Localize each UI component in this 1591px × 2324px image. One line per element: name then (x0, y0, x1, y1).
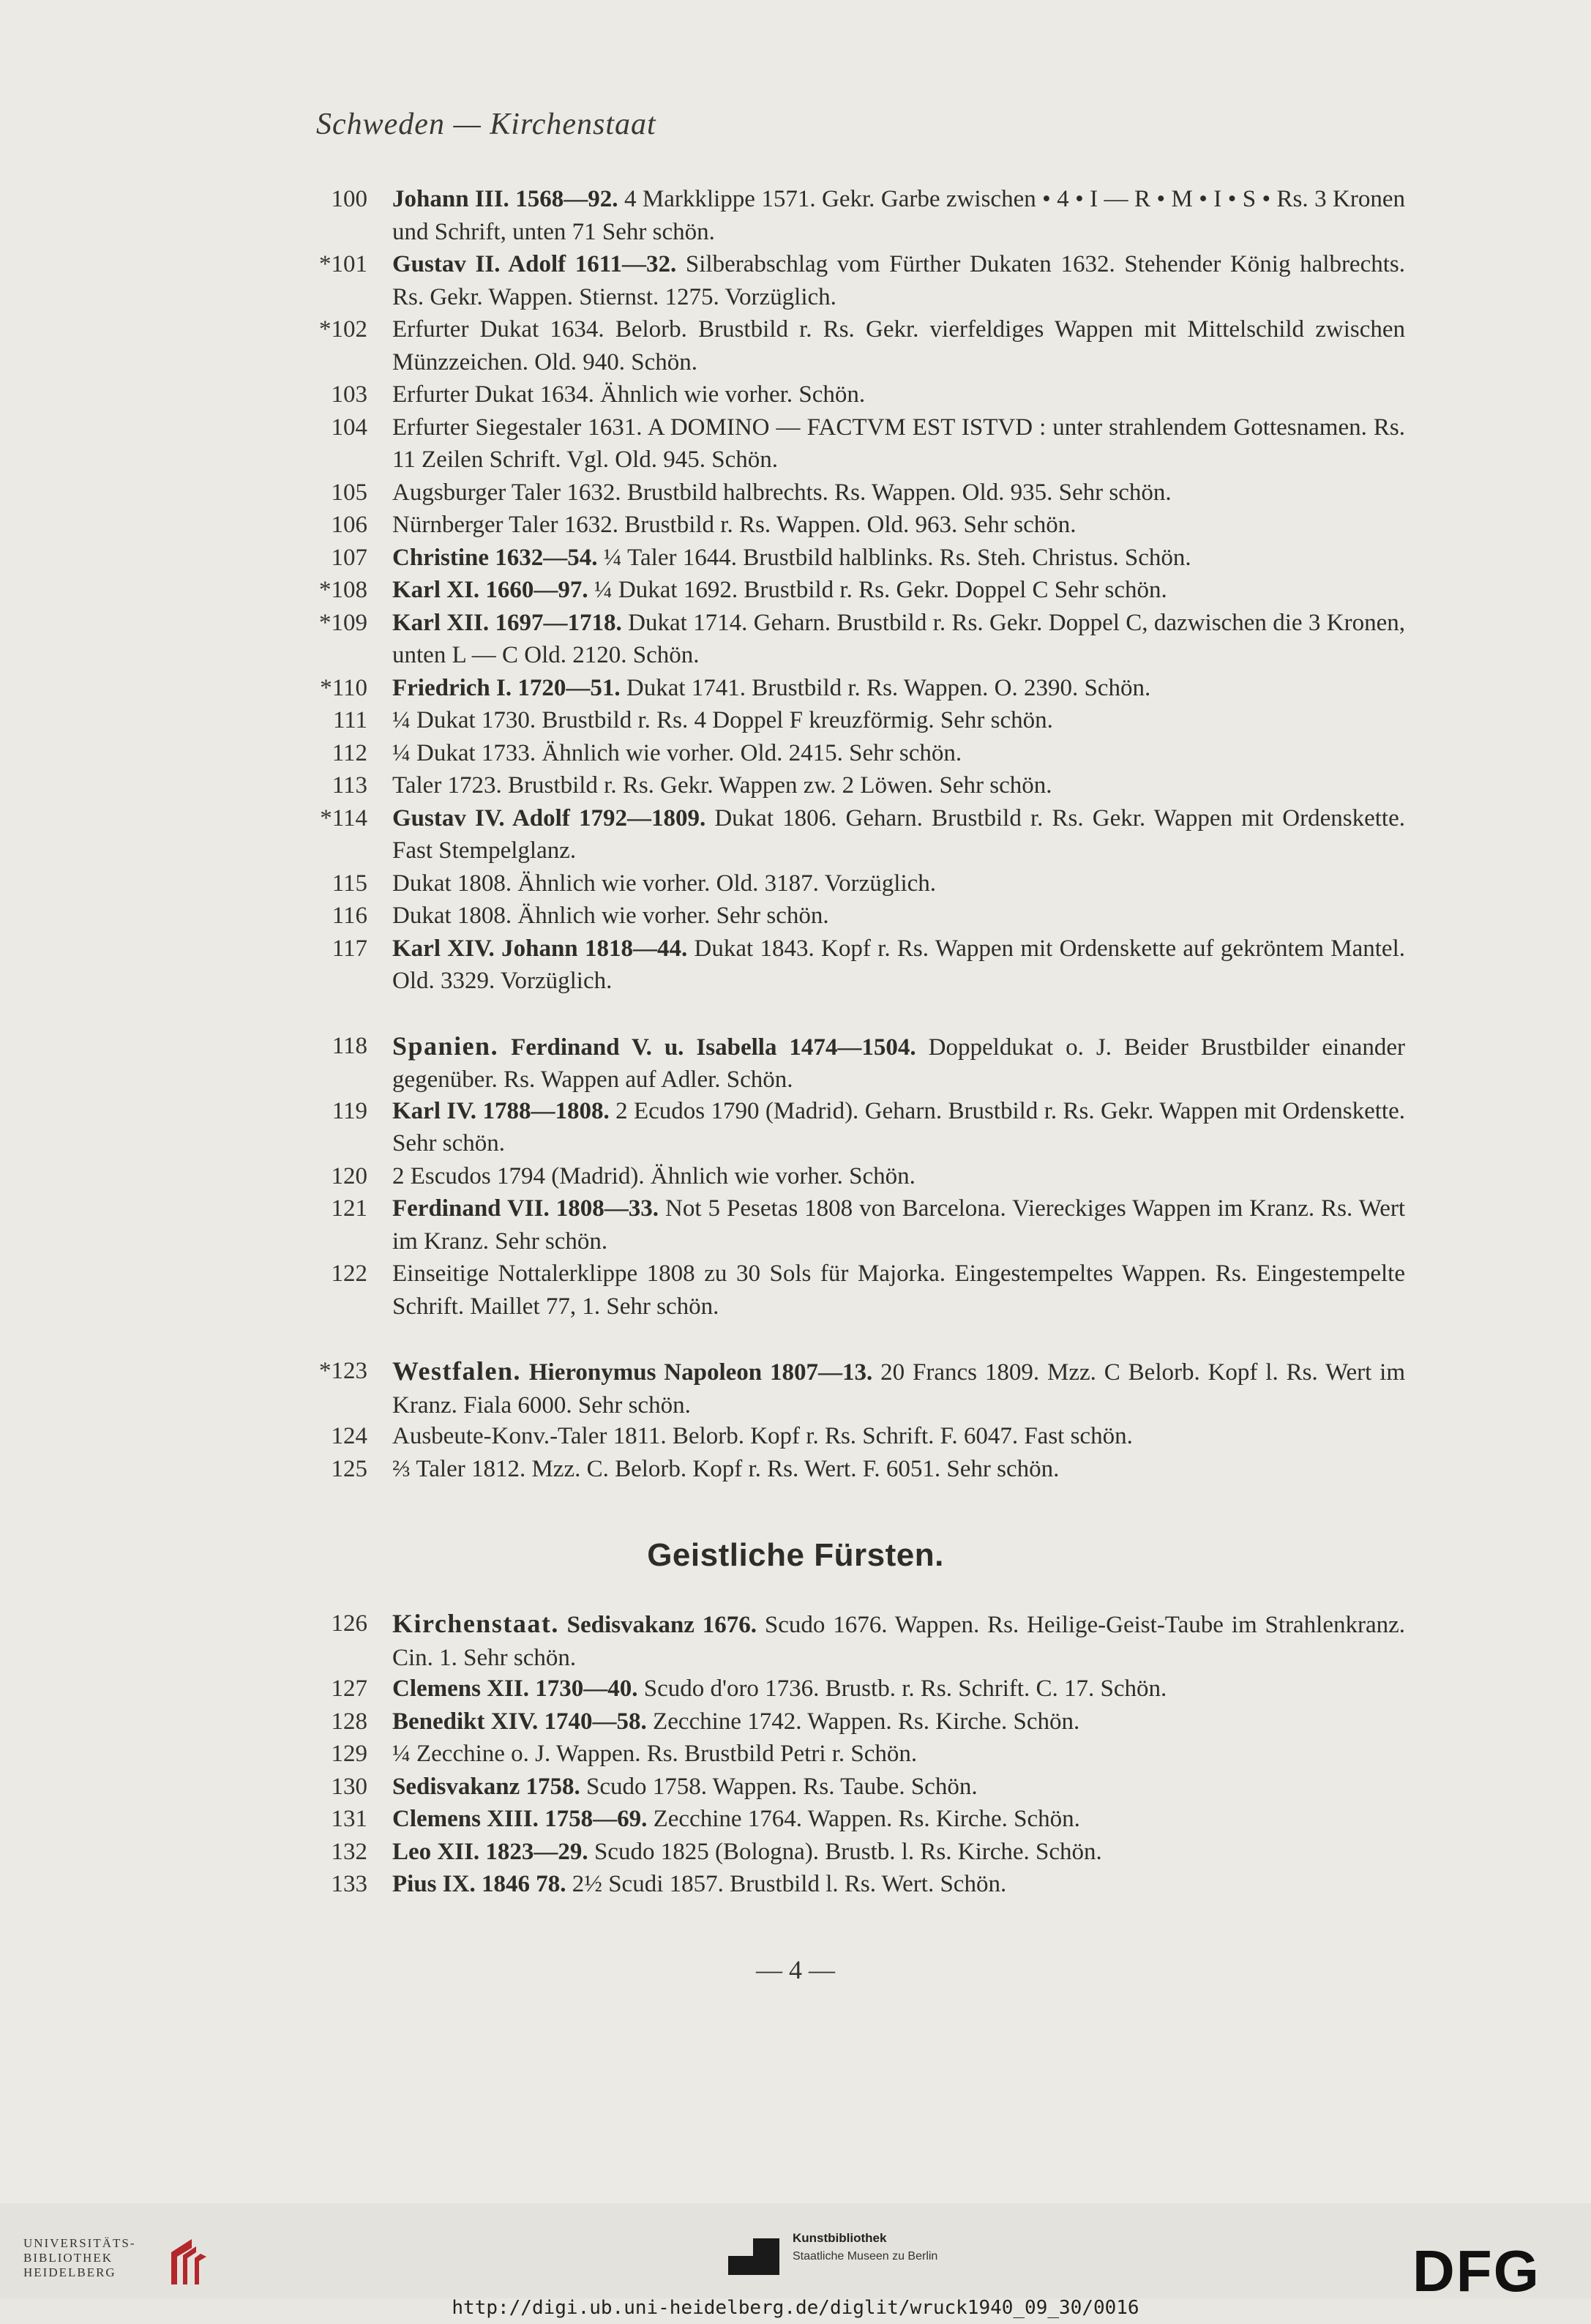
catalog-entry (0, 1258, 1591, 1323)
section-gap (0, 1323, 1591, 1355)
entry-ruler: Friedrich I. 1720—51. (392, 674, 621, 701)
entry-text (392, 509, 1405, 542)
catalog-entry (0, 1095, 1591, 1160)
entry-description: Ausbeute-Konv.-Taler 1811. Belorb. Kopf r. Rs. Schrift. F. 6047. Fast schön. (392, 1423, 1133, 1449)
entry-ruler: Hieronymus Napoleon 1807—13. (520, 1359, 873, 1386)
catalog-entry (0, 802, 1591, 867)
entry-text (392, 1355, 1405, 1421)
entry-description: Scudo 1825 (Bologna). Brustb. l. Rs. Kirche. Schön. (588, 1838, 1102, 1865)
dfg-logo-text: DFG (1412, 2246, 1541, 2297)
entry-text (392, 867, 1405, 900)
catalog-entry (0, 183, 1591, 248)
entry-number: 111 (332, 707, 367, 733)
catalog-entry (0, 1192, 1591, 1258)
entry-number: 126 (331, 1610, 367, 1637)
entry-description: 2½ Scudi 1857. Brustbild l. Rs. Wert. Schön. (566, 1871, 1007, 1897)
entry-text (392, 1420, 1405, 1453)
entry-text (392, 704, 1405, 737)
entry-description: Taler 1723. Brustbild r. Rs. Gekr. Wappen zw. 2 Löwen. Sehr schön. (392, 772, 1052, 799)
entry-number: 130 (331, 1773, 367, 1800)
entry-description: Scudo 1758. Wappen. Rs. Taube. Schön. (580, 1773, 978, 1800)
entry-text (392, 1868, 1405, 1901)
entry-text (392, 1836, 1405, 1869)
entry-text (392, 477, 1405, 509)
entry-description: Scudo d'oro 1736. Brustb. r. Rs. Schrift. C. 17. Schön. (637, 1675, 1167, 1702)
kb-subtitle: Staatliche Museen zu Berlin (793, 2250, 938, 2263)
catalog-entry (0, 509, 1591, 542)
catalog-entry (0, 1803, 1591, 1836)
kunstbibliothek-mark-icon (728, 2238, 779, 2275)
entry-number: 103 (331, 381, 367, 408)
entry-text (392, 1738, 1405, 1771)
entry-text (392, 1705, 1405, 1738)
entry-description: 20 Francs 1809. Mzz. C Belorb. Kopf l. Rs. Wert im Kranz. Fiala 6000. Sehr schön. (392, 1359, 1405, 1419)
entry-description: Zecchine 1742. Wappen. Rs. Kirche. Schön. (646, 1708, 1080, 1735)
entry-description: Erfurter Dukat 1634. Belorb. Brustbild r. Rs. Gekr. vierfeldiges Wappen mit Mittelschild zwischen Münzzeichen. Old. 940. Schön. (392, 316, 1405, 375)
entry-description: ¼ Zecchine o. J. Wappen. Rs. Brustbild Petri r. Schön. (392, 1741, 918, 1767)
entry-text (392, 542, 1405, 575)
ub-heidelberg-logo[interactable] (23, 2236, 214, 2287)
entry-text (392, 1607, 1405, 1674)
catalog-entry (0, 313, 1591, 378)
entry-text (392, 607, 1405, 672)
catalog-entry (0, 477, 1591, 509)
entry-text (392, 574, 1405, 607)
entry-text (392, 1095, 1405, 1160)
entry-number: 107 (331, 544, 367, 571)
catalog-entry (0, 1420, 1591, 1453)
catalog-entry (0, 542, 1591, 575)
catalog-entry (0, 769, 1591, 802)
entry-country: Westfalen. (392, 1356, 521, 1386)
catalog-entry (0, 900, 1591, 933)
catalog-entry (0, 933, 1591, 998)
entry-description: Dukat 1806. Geharn. Brustbild r. Rs. Gekr. Wappen mit Ordenskette. Fast Stempelglanz. (392, 804, 1405, 864)
entry-number: 131 (331, 1806, 367, 1832)
entry-number: 125 (331, 1455, 367, 1482)
entry-description: Nürnberger Taler 1632. Brustbild r. Rs. Wappen. Old. 963. Sehr schön. (392, 512, 1077, 538)
page-number: — 4 — (756, 1955, 835, 1984)
entry-number: 104 (331, 414, 367, 441)
catalog-entry (0, 1355, 1591, 1420)
entry-ruler: Sedisvakanz 1676. (558, 1612, 757, 1638)
entry-text (392, 900, 1405, 933)
entry-number: *123 (319, 1358, 367, 1384)
entry-text (392, 183, 1405, 248)
entry-ruler: Ferdinand V. u. Isabella 1474—1504. (498, 1034, 916, 1061)
entry-ruler: Karl XII. 1697—1718. (392, 609, 622, 636)
entry-number: *101 (319, 251, 367, 277)
catalog-entry (0, 737, 1591, 770)
entry-description: Dukat 1808. Ähnlich wie vorher. Sehr schön. (392, 903, 829, 929)
entry-ruler: Gustav II. Adolf 1611—32. (392, 251, 677, 277)
catalog-entry (0, 411, 1591, 477)
entry-description: Scudo 1676. Wappen. Rs. Heilige-Geist-Taube im Strahlenkranz. Cin. 1. Sehr schön. (392, 1612, 1405, 1671)
entry-ruler: Benedikt XIV. 1740—58. (392, 1708, 647, 1735)
entries-list (0, 183, 1591, 1485)
entry-ruler: Gustav IV. Adolf 1792—1809. (392, 804, 706, 832)
entry-text (392, 1803, 1405, 1836)
entry-number: *109 (319, 609, 367, 636)
catalog-entry (0, 378, 1591, 411)
catalog-entry (0, 1738, 1591, 1771)
entry-text (392, 1192, 1405, 1258)
entry-description: Dukat 1741. Brustbild r. Rs. Wappen. O. 2390. Schön. (620, 674, 1151, 701)
catalog-entry (0, 1673, 1591, 1705)
entry-text (392, 248, 1405, 313)
entry-number: *110 (320, 674, 367, 701)
entry-number: 133 (331, 1871, 367, 1897)
entry-ruler: Leo XII. 1823—29. (392, 1838, 588, 1865)
catalog-entry (0, 574, 1591, 607)
entry-number: *114 (320, 804, 367, 832)
entry-description: ¼ Dukat 1733. Ähnlich wie vorher. Old. 2415. Sehr schön. (392, 739, 962, 766)
entry-description: Silberabschlag vom Fürther Dukaten 1632. Stehender König halbrechts. Rs. Gekr. Wappen. Stiernst. 1275. Vorzüglich. (392, 251, 1405, 310)
entry-ruler: Clemens XII. 1730—40. (392, 1675, 638, 1702)
entries-list-2 (0, 1607, 1591, 1901)
entry-description: 2 Ecudos 1790 (Madrid). Geharn. Brustbild r. Rs. Gekr. Wappen mit Ordenskette. Sehr schön. (392, 1097, 1405, 1157)
entry-text (392, 802, 1405, 867)
entry-text (392, 672, 1405, 705)
entry-description: Erfurter Dukat 1634. Ähnlich wie vorher. Schön. (392, 381, 866, 408)
entry-number: 118 (332, 1032, 367, 1059)
section-gap (0, 998, 1591, 1030)
entry-description: Doppeldukat o. J. Beider Brustbilder einander gegenüber. Rs. Wappen auf Adler. Schön. (392, 1034, 1405, 1093)
entry-description: Einseitige Nottalerklippe 1808 zu 30 Sols für Majorka. Eingestempeltes Wappen. Rs. Eingestempelte Schrift. Maillet 77, 1. Sehr schön. (392, 1260, 1405, 1320)
catalog-entry (0, 1030, 1591, 1095)
entry-ruler: Karl IV. 1788—1808. (392, 1097, 610, 1124)
entry-text (392, 1258, 1405, 1323)
entry-number: 122 (331, 1260, 367, 1287)
entry-text (392, 378, 1405, 411)
entry-description: ¼ Dukat 1730. Brustbild r. Rs. 4 Doppel F kreuzförmig. Sehr schön. (392, 707, 1053, 733)
entry-description: Dukat 1714. Geharn. Brustbild r. Rs. Gekr. Doppel C, dazwischen die 3 Kronen, unten L — C Old. 2120. Schön. (392, 609, 1405, 668)
entry-text (392, 933, 1405, 998)
entry-number: 112 (332, 739, 367, 766)
ub-mark-icon (162, 2236, 214, 2287)
entry-number: 113 (332, 772, 367, 799)
entry-country: Kirchenstaat. (392, 1609, 559, 1638)
entry-ruler: Christine 1632—54. (392, 544, 598, 571)
entry-description: Dukat 1843. Kopf r. Rs. Wappen mit Ordenskette auf gekröntem Mantel. Old. 3329. Vorzüglich. (392, 935, 1406, 994)
entry-ruler: Sedisvakanz 1758. (392, 1773, 580, 1800)
entry-number: 119 (332, 1097, 367, 1124)
entry-description: ¼ Dukat 1692. Brustbild r. Rs. Gekr. Doppel C Sehr schön. (588, 577, 1167, 603)
entry-number: 120 (331, 1162, 367, 1189)
entry-description: Augsburger Taler 1632. Brustbild halbrechts. Rs. Wappen. Old. 935. Sehr schön. (392, 479, 1172, 506)
entry-text (392, 1453, 1405, 1486)
entry-text (392, 737, 1405, 770)
entry-ruler: Pius IX. 1846 78. (392, 1871, 566, 1897)
entry-ruler: Ferdinand VII. 1808—33. (392, 1195, 659, 1222)
entry-text (392, 1673, 1405, 1705)
entry-description: 4 Markklippe 1571. Gekr. Garbe zwischen • 4 • I — R • M • I • S • Rs. 3 Kronen und Schrift, unten 71 Sehr schön. (392, 186, 1405, 245)
entry-number: *108 (319, 577, 367, 603)
entry-ruler: Karl XIV. Johann 1818—44. (392, 935, 688, 962)
entry-number: 105 (331, 479, 367, 506)
entry-description: ⅔ Taler 1812. Mzz. C. Belorb. Kopf r. Rs. Wert. F. 6051. Sehr schön. (392, 1455, 1060, 1482)
entry-description: Not 5 Pesetas 1808 von Barcelona. Viereckiges Wappen im Kranz. Rs. Wert im Kranz. Sehr schön. (392, 1195, 1406, 1255)
catalog-entry (0, 1453, 1591, 1486)
dfg-logo[interactable] (1412, 2246, 1566, 2297)
catalog-entry (0, 672, 1591, 705)
entry-country: Spanien. (392, 1031, 499, 1061)
entry-text (392, 1030, 1405, 1096)
kunstbibliothek-logo[interactable] (728, 2231, 970, 2290)
entry-description: 2 Escudos 1794 (Madrid). Ähnlich wie vorher. Schön. (392, 1162, 916, 1189)
catalog-entry (0, 1836, 1591, 1869)
entry-number: 127 (331, 1675, 367, 1702)
entry-ruler: Clemens XIII. 1758—69. (392, 1806, 648, 1832)
catalog-entry (0, 248, 1591, 313)
catalog-entry (0, 867, 1591, 900)
entry-number: 115 (332, 870, 367, 897)
entry-number: 124 (331, 1423, 367, 1449)
catalog-entry (0, 1771, 1591, 1804)
entry-text (392, 1160, 1405, 1193)
kb-title: Kunstbibliothek (793, 2231, 887, 2245)
entry-number: 121 (331, 1195, 367, 1222)
ub-logo-text: UNIVERSITÄTS- BIBLIOTHEK HEIDELBERG (23, 2236, 136, 2279)
entry-ruler: Johann III. 1568—92. (392, 186, 618, 212)
footer-bar (0, 2203, 1591, 2298)
entry-number: 117 (332, 935, 367, 962)
entry-description: Dukat 1808. Ähnlich wie vorher. Old. 3187. Vorzüglich. (392, 870, 937, 897)
entry-text (392, 411, 1405, 477)
catalog-entry (0, 1705, 1591, 1738)
entry-number: 129 (331, 1741, 367, 1767)
catalog-entry (0, 1607, 1591, 1673)
entry-text (392, 769, 1405, 802)
catalog-entry (0, 1160, 1591, 1193)
entry-number: *102 (319, 316, 367, 343)
catalog-entry (0, 704, 1591, 737)
source-url[interactable]: http://digi.ub.uni-heidelberg.de/diglit/wruck1940_09_30/0016 (452, 2297, 1139, 2319)
entry-text (392, 1771, 1405, 1804)
entry-number: 106 (331, 512, 367, 538)
entry-number: 100 (331, 186, 367, 212)
entry-number: 128 (331, 1708, 367, 1735)
catalog-entry (0, 607, 1591, 672)
section-title: Geistliche Fürsten. (647, 1537, 944, 1573)
entry-number: 132 (331, 1838, 367, 1865)
entry-text (392, 313, 1405, 378)
catalog-entry (0, 1868, 1591, 1901)
entry-ruler: Karl XI. 1660—97. (392, 577, 588, 603)
running-head: Schweden — Kirchenstaat (316, 108, 656, 141)
entry-description: ¼ Taler 1644. Brustbild halblinks. Rs. Steh. Christus. Schön. (597, 544, 1191, 571)
entry-description: Zecchine 1764. Wappen. Rs. Kirche. Schön. (647, 1806, 1080, 1832)
entry-number: 116 (332, 903, 367, 929)
entry-description: Erfurter Siegestaler 1631. A DOMINO — FACTVM EST ISTVD : unter strahlendem Gottesnamen. Rs. 11 Zeilen Schrift. Vgl. Old. 945. Schön. (392, 414, 1405, 473)
